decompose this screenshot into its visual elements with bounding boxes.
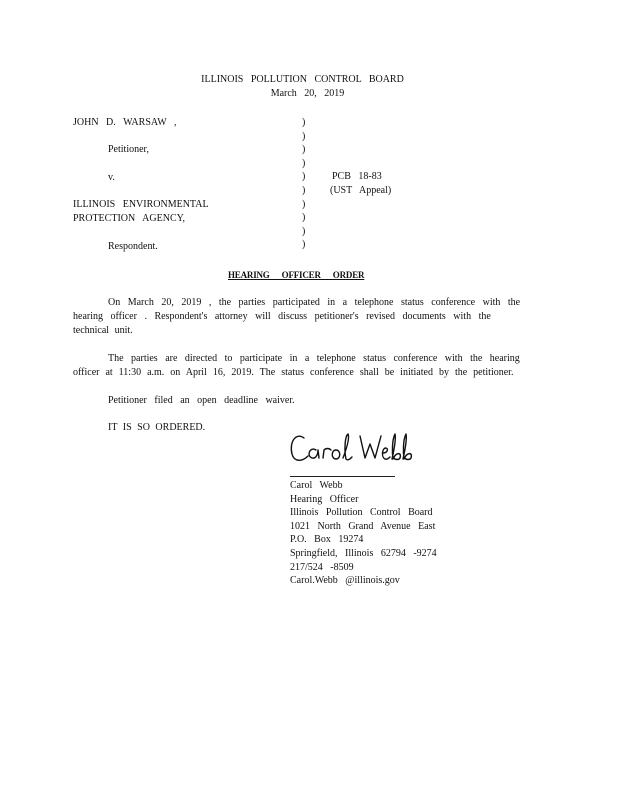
order-title: HEARING OFFICER ORDER [228, 270, 365, 280]
respondent-role: Respondent. [108, 241, 158, 252]
paren: ) [302, 212, 306, 224]
respondent-name-line1: ILLINOIS ENVIRONMENTAL [73, 199, 209, 210]
signer-phone: 217/524 -8509 [290, 561, 354, 573]
signer-street: 1021 North Grand Avenue East [290, 520, 436, 532]
para2-line2: officer at 11:30 a.m. on April 16, 2019. The status conference shall be initiated by the petitioner. [73, 367, 514, 378]
signer-email[interactable]: Carol.Webb @illinois.gov [290, 575, 400, 587]
paren: ) [302, 239, 306, 251]
paren: ) [302, 130, 306, 142]
para4: IT IS SO ORDERED. [108, 422, 206, 433]
agency-name: ILLINOIS POLLUTION CONTROL BOARD [201, 74, 404, 85]
signer-po-box: P.O. Box 19274 [290, 534, 364, 546]
para1-line1: On March 20, 2019 , the parties participated in a telephone status conference with the [108, 297, 521, 308]
signer-city: Springfield, Illinois 62794 -9274 [290, 547, 437, 559]
paren: ) [302, 144, 306, 156]
signer-agency: Illinois Pollution Control Board [290, 507, 433, 519]
para3: Petitioner filed an open deadline waiver. [108, 395, 295, 406]
para1-line2: hearing officer . Respondent's attorney will discuss petitioner's revised documents with the [73, 311, 491, 322]
paren: ) [302, 198, 306, 210]
signature-block [290, 479, 437, 588]
petitioner-name: JOHN D. WARSAW , [73, 117, 177, 128]
paren: ) [302, 157, 306, 169]
para2-line1: The parties are directed to participate in a telephone status conference with the hearing [108, 353, 520, 364]
paren: ) [302, 117, 306, 128]
signer-title: Hearing Officer [290, 493, 359, 505]
case-number: PCB 18-83 [332, 171, 382, 182]
case-type: (UST Appeal) [330, 185, 392, 196]
paren: ) [302, 184, 306, 196]
petitioner-role: Petitioner, [108, 144, 149, 155]
handwritten-signature [286, 428, 416, 468]
paren: ) [302, 225, 306, 237]
signer-name: Carol Webb [290, 480, 343, 491]
paren: ) [302, 171, 306, 183]
caption-parens [302, 116, 312, 252]
order-date: March 20, 2019 [270, 88, 345, 99]
para1-line3: technical unit. [73, 325, 133, 336]
signature-line [290, 476, 395, 477]
respondent-name-line2: PROTECTION AGENCY, [73, 213, 186, 224]
versus-label: v. [108, 172, 115, 183]
